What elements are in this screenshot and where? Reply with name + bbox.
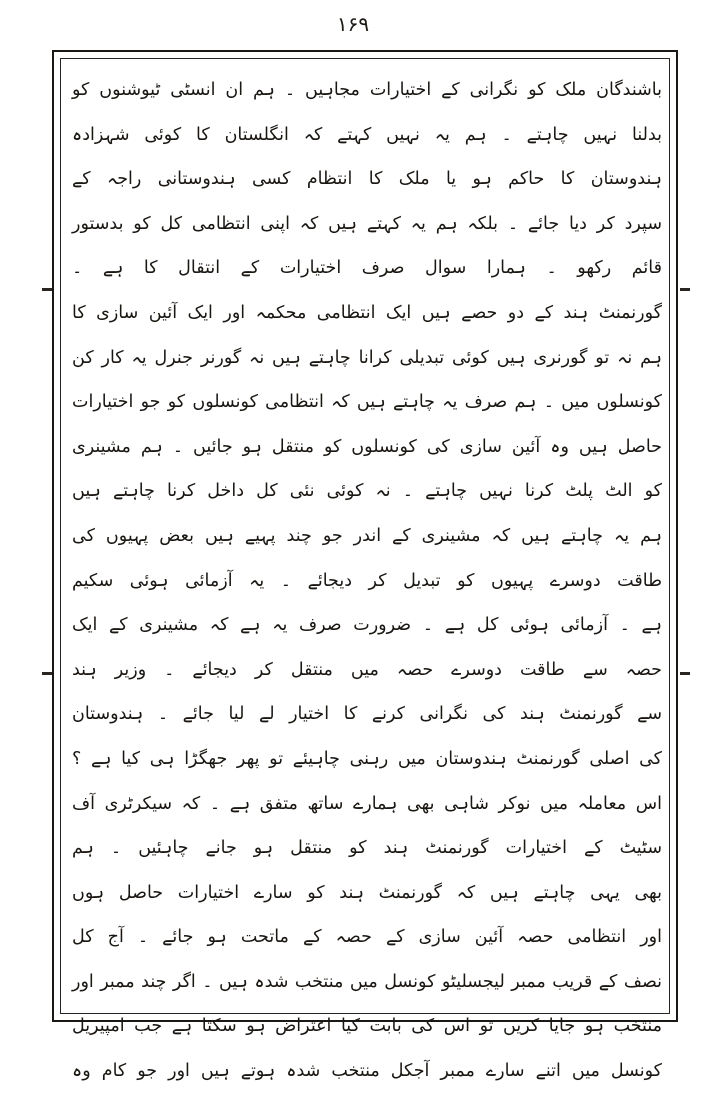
text-line: کونسل میں اتنے سارے ممبر آجکل منتخب شدہ ہوتے ہیں اور جو کام وہ [72, 1061, 662, 1082]
text-line: طاقت دوسرے پہیوں کو تبدیل کر دیجائے ۔ یہ آزمائی ہوئی سکیم [72, 570, 662, 591]
margin-tick-left [42, 672, 52, 675]
margin-tick-right [680, 672, 690, 675]
text-line: بھی یہی چاہتے ہیں کہ گورنمنٹ ہند کو سارے اختیارات حاصل ہوں [72, 882, 662, 903]
text-line: حصہ سے طاقت دوسرے حصہ میں منتقل کر دیجائے ۔ وزیر ہند [72, 659, 662, 680]
text-line: بدلنا نہیں چاہتے ۔ ہم یہ نہیں کہتے کہ انگلستان کا کوئی شہزادہ [72, 124, 662, 145]
text-line: اس معاملہ میں نوکر شاہی بھی ہمارے ساتھ متفق ہے ۔ کہ سیکرٹری آف [72, 793, 662, 814]
text-line: کی اصلی گورنمنٹ ہندوستان میں رہنی چاہیئے تو پھر جھگڑا ہی کیا ہے ؟ [72, 748, 662, 769]
text-line: باشندگان ملک کو نگرانی کے اختیارات مجاہیں ۔ ہم ان انسٹی ٹیوشنوں کو [72, 80, 662, 100]
text-line: ہندوستان کا حاکم ہو یا ملک کا انتظام کسی ہندوستانی راجہ کے [72, 169, 662, 190]
text-line: سپرد کر دیا جائے ۔ بلکہ ہم یہ کہتے ہیں کہ اپنی انتظامی کل کو بدستور [72, 213, 662, 234]
text-line: گورنمنٹ ہند کے دو حصے ہیں ایک انتظامی محکمہ اور ایک آئین سازی کا [72, 302, 662, 323]
text-line: کونسلوں میں ۔ ہم صرف یہ چاہتے ہیں کہ انتظامی کونسلوں کو جو اختیارات [72, 392, 662, 413]
text-line: سے گورنمنٹ ہند کی نگرانی کرنے کا اختیار لے لیا جائے ۔ ہندوستان [72, 704, 662, 725]
text-line: ہم یہ چاہتے ہیں کہ مشینری کے اندر جو چند پہیے ہیں بعض پہیوں کی [72, 525, 662, 546]
margin-tick-left [42, 288, 52, 291]
text-line: ہے ۔ آزمائی ہوئی کل ہے ۔ ضرورت صرف یہ ہے کہ مشینری کے ایک [72, 615, 662, 636]
page-number: ۱۶۹ [336, 12, 370, 36]
text-line: کو الٹ پلٹ کرنا نہیں چاہتے ۔ نہ کوئی نئی کل داخل کرنا چاہتے ہیں [72, 481, 662, 502]
text-line: نصف کے قریب ممبر لیجسلیٹو کونسل میں منتخب شدہ ہیں ۔ اگر چند ممبر اور [72, 971, 662, 992]
text-line: حاصل ہیں وہ آئین سازی کی کونسلوں کو منتقل ہو جائیں ۔ ہم مشینری [72, 436, 662, 457]
text-line: ہم نہ تو گورنری ہیں کوئی تبدیلی کرانا چاہتے ہیں نہ گورنر جنرل یہ کار کن [72, 347, 662, 368]
text-line: سٹیٹ کے اختیارات گورنمنٹ ہند کو منتقل ہو جانے چاہئیں ۔ ہم [72, 838, 662, 859]
body-text [68, 68, 666, 1082]
text-line: منتخب ہو جایا کریں تو اس کی بابت کیا اعتراض ہو سکتا ہے جب امپیریل [72, 1016, 662, 1037]
text-line: قائم رکھو ۔ ہمارا سوال صرف اختیارات کے انتقال کا ہے ۔ [72, 258, 662, 279]
text-line: اور انتظامی حصہ آئین سازی کے حصہ کے ماتحت ہو جائے ۔ آج کل [72, 927, 662, 948]
margin-tick-right [680, 288, 690, 291]
